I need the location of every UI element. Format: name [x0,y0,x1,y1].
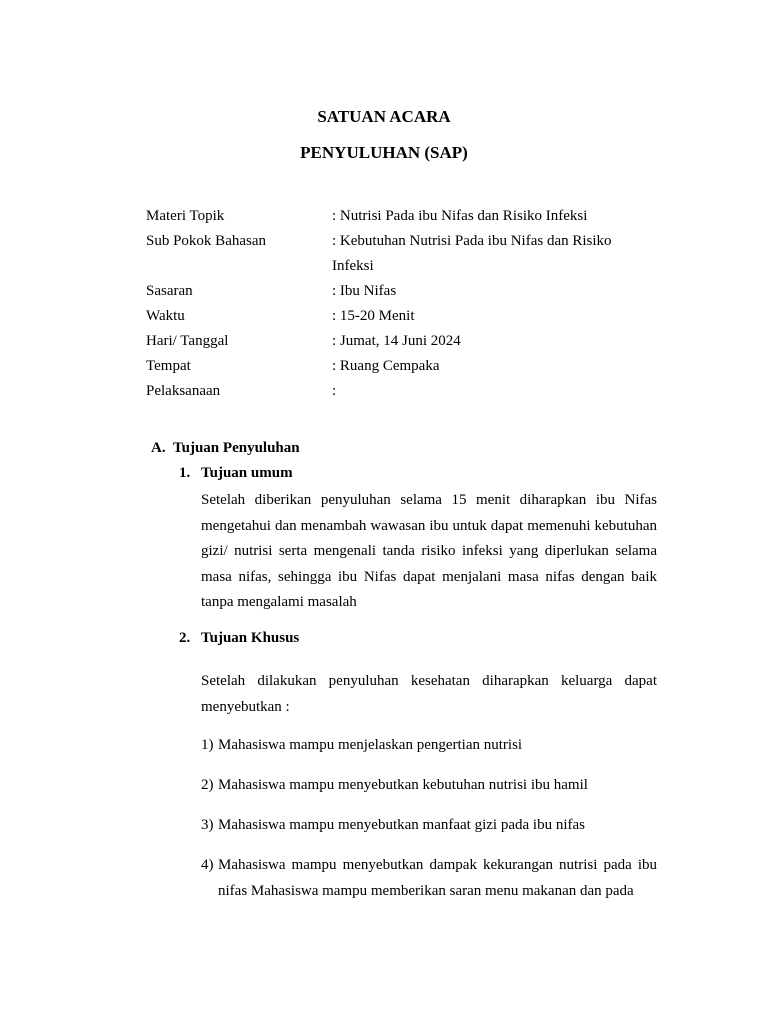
list-item-text: Mahasiswa mampu menyebutkan dampak kekurangan nutrisi pada ibu nifas Mahasiswa mampu memberikan saran menu makanan dan pada [218,857,657,899]
info-label: Waktu [146,308,185,324]
info-row-waktu [146,304,666,329]
subsection-title: Tujuan Khusus [201,630,300,646]
info-label: Sasaran [146,283,193,299]
list-item [201,813,657,839]
section-title: Tujuan Penyuluhan [173,440,300,456]
list-item-text: Mahasiswa mampu menyebutkan kebutuhan nutrisi ibu hamil [218,777,588,793]
subsection-number: 2. [179,630,191,646]
info-row-hari-tanggal [146,329,666,354]
info-value: : Ibu Nifas [332,283,397,299]
info-label: Materi Topik [146,208,225,224]
tujuan-khusus-list [201,733,657,919]
info-value: : [332,383,337,399]
tujuan-khusus-intro: Setelah dilakukan penyuluhan kesehatan diharapkan keluarga dapat menyebutkan : [201,673,657,715]
info-value: : Jumat, 14 Juni 2024 [332,333,461,349]
info-label: Hari/ Tanggal [146,333,229,349]
info-row-tempat [146,354,666,379]
section-heading-tujuan-penyuluhan [151,440,300,457]
info-label: Pelaksanaan [146,383,221,399]
list-item [201,773,657,799]
info-row-sub-pokok-bahasan [146,229,666,279]
info-value: : 15-20 Menit [332,308,415,324]
subsection-number: 1. [179,465,191,481]
list-item [201,733,657,759]
info-value: : Ruang Cempaka [332,358,440,374]
list-item-text: Mahasiswa mampu menjelaskan pengertian nutrisi [218,737,523,753]
info-value: : Kebutuhan Nutrisi Pada ibu Nifas dan Risiko Infeksi [332,233,612,274]
tujuan-umum-paragraph: Setelah diberikan penyuluhan selama 15 menit diharapkan ibu Nifas mengetahui dan menambah wawasan ibu untuk dapat memenuhi kebutuhan gizi/ nutrisi serta mengenali tanda risiko infeksi yang diperlukan selama masa nifas, sehingga ibu Nifas dapat menjalani masa nifas dengan baik tanpa mengalami masalah [201,492,657,610]
document-title-line1: SATUAN ACARA [317,107,451,126]
subsection-heading-tujuan-umum [179,465,293,482]
info-row-materi-topik [146,204,666,229]
info-label: Tempat [146,358,191,374]
info-value: : Nutrisi Pada ibu Nifas dan Risiko Infeksi [332,208,588,224]
list-item-number: 1) [201,737,214,753]
list-item-number: 4) [201,857,214,873]
info-label: Sub Pokok Bahasan [146,233,266,249]
list-item-text: Mahasiswa mampu menyebutkan manfaat gizi pada ibu nifas [218,817,585,833]
list-item [201,853,657,904]
section-letter: A. [151,440,166,456]
info-row-sasaran [146,279,666,304]
list-item-number: 2) [201,777,214,793]
subsection-heading-tujuan-khusus [179,630,299,647]
list-item-number: 3) [201,817,214,833]
subsection-title: Tujuan umum [201,465,293,481]
info-row-pelaksanaan [146,379,666,404]
document-title-line2: PENYULUHAN (SAP) [300,143,468,162]
sap-info-table [146,204,666,404]
